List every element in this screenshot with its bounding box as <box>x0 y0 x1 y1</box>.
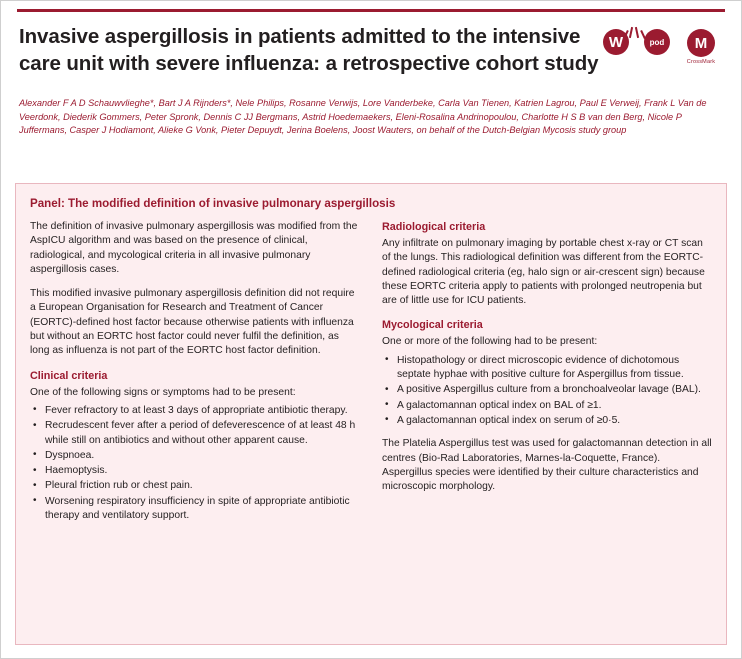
panel-right-column <box>382 220 712 532</box>
list-item: • Histopathology or direct microscopic evidence of dichotomous septate hyphae with positive culture for Aspergillus from tissue. <box>382 354 712 383</box>
list-item: • A positive Aspergillus culture from a bronchoalveolar lavage (BAL). <box>382 383 712 397</box>
journal-logos <box>603 27 721 85</box>
crossmark-logo-caption: CrossMark <box>686 59 716 65</box>
panel-box <box>15 183 727 645</box>
mycological-criteria-heading: Mycological criteria <box>382 319 483 332</box>
panel-title-rest: : The modified definition of invasive pulmonary aspergillosis <box>60 197 396 210</box>
top-rule-divider <box>17 9 725 12</box>
mycological-criteria-intro: One or more of the following had to be present: <box>382 336 598 348</box>
author-list: Alexander F A D Schauwvlieghe*, Bart J A Rijnders*, Nele Philips, Rosanne Verwijs, Lore Vanderbeke, Carla Van Tienen, Katrien Lagrou, Paul E Verweij, Frank L Van de Veerdonk, Diederik Gommers, Peter Spronk, Dennis C JJ Bergmans, Astrid Hoedemaekers, Eleni-Rosalina Andrinopoulou, Charlotte H S B van den Berg, Nicole P Juffermans, Casper J Hodiamont, Alieke G Vonk, Pieter Depuydt, Jerina Boelens, Joost Wauters, on behalf of the Dutch-Belgian Mycosis study group <box>19 98 707 136</box>
list-item: • Pleural friction rub or chest pain. <box>30 479 360 493</box>
crossmark-logo-icon: M <box>687 29 715 57</box>
definition-paragraph-1: The definition of invasive pulmonary aspergillosis was modified from the AspICU algorithm and was based on the presence of clinical, radiological, and mycological criteria in all invasive pulmonary aspergillosis cases. <box>30 221 358 275</box>
panel-title <box>30 196 712 211</box>
radiological-criteria-heading: Radiological criteria <box>382 221 486 233</box>
radiological-criteria-text: Any infiltrate on pulmonary imaging by portable chest x-ray or CT scan of the lungs. This radiological definition was different from the EORTC-defined radiological criteria (eg, halo sign or air-crescent sign) because these EORTC criteria apply to patients with prolonged neutropenia but are of little use for ICU patients. <box>382 238 705 307</box>
galactomannan-closing-text: The Platelia Aspergillus test was used for galactomannan detection in all centres (Bio-Rad Laboratories, Marnes-la-Coquette, France). Aspergillus species were identified by their culture characteristics and microscopic morphology. <box>382 438 712 493</box>
panel-label: Panel <box>30 197 61 210</box>
list-item: • Haemoptysis. <box>30 464 360 478</box>
list-item: • Fever refractory to at least 3 days of appropriate antibiotic therapy. <box>30 404 360 418</box>
clinical-criteria-list <box>30 404 360 523</box>
clinical-criteria-intro: One of the following signs or symptoms had to be present: <box>30 386 296 398</box>
panel-left-column <box>30 220 360 532</box>
mycological-criteria-list <box>382 354 712 428</box>
list-item: • Worsening respiratory insufficiency in spite of appropriate antibiotic therapy and ventilatory support. <box>30 495 360 524</box>
list-item: • Recrudescent fever after a period of defeverescence of at least 48 h while still on antibiotics and without other apparent cause. <box>30 419 360 448</box>
w-logo-icon: W <box>603 29 629 55</box>
list-item: • A galactomannan optical index on BAL of ≥1. <box>382 399 712 413</box>
list-item: • Dyspnoea. <box>30 449 360 463</box>
article-header <box>19 23 723 77</box>
definition-paragraph-2: This modified invasive pulmonary aspergillosis definition did not require a European Organisation for Research and Treatment of Cancer (EORTC)-defined host factor because otherwise patients with influenza but without an EORTC host factor could never fulfil the definition, as long as influenza is not part of the EORTC host factor definition. <box>30 288 355 357</box>
list-item: • A galactomannan optical index on serum of ≥0·5. <box>382 414 712 428</box>
panel-columns <box>30 220 712 532</box>
page-title: Invasive aspergillosis in patients admitted to the intensive care unit with severe influenza: a retrospective cohort study <box>19 25 599 75</box>
clinical-criteria-heading: Clinical criteria <box>30 369 108 382</box>
pod-logo-icon: pod <box>644 29 670 55</box>
